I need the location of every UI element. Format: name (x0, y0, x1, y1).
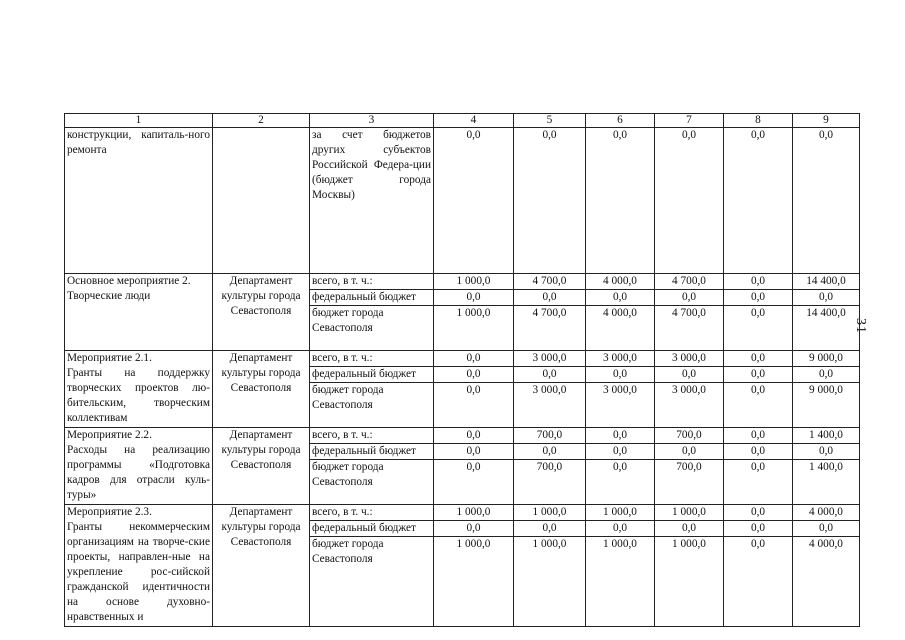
source-cell: федеральный бюджет (310, 290, 434, 306)
table-row (65, 128, 860, 274)
value-cell: 1 000,0 (586, 537, 655, 627)
activity-description: Творческие люди (67, 290, 151, 302)
value-cell: 1 000,0 (655, 505, 724, 521)
source-cell: всего, в т. ч.: (310, 351, 434, 367)
value-cell: 0,0 (586, 444, 655, 460)
value-cell: 3 000,0 (514, 383, 586, 428)
activity-title: Мероприятие 2.3. (67, 506, 152, 518)
header-cell: 6 (586, 114, 655, 128)
value-cell: 0,0 (514, 367, 586, 383)
source-cell: федеральный бюджет (310, 444, 434, 460)
header-row (65, 114, 860, 128)
value-cell: 0,0 (724, 521, 793, 537)
department-cell: Департамент культуры города Севастополя (213, 274, 310, 351)
value-cell: 0,0 (514, 128, 586, 274)
page-number: 31 (853, 318, 868, 334)
value-cell: 0,0 (724, 128, 793, 274)
value-cell: 3 000,0 (655, 351, 724, 367)
activity-title: Мероприятие 2.2. (67, 429, 152, 441)
activity-cell (65, 428, 213, 505)
activity-title: Мероприятие 2.1. (67, 352, 152, 364)
source-cell: бюджет города Севастополя (310, 537, 434, 627)
source-cell: федеральный бюджет (310, 521, 434, 537)
value-cell: 1 400,0 (793, 428, 860, 444)
value-cell: 0,0 (434, 351, 514, 367)
value-cell: 0,0 (793, 367, 860, 383)
department-cell: Департамент культуры города Севастополя (213, 351, 310, 428)
value-cell: 0,0 (434, 428, 514, 444)
value-cell: 0,0 (586, 367, 655, 383)
table-row (65, 505, 860, 521)
value-cell: 700,0 (655, 428, 724, 444)
value-cell: 0,0 (586, 128, 655, 274)
activity-description: Расходы на реализацию программы «Подготовка кадров для отрасли куль-туры» (67, 444, 210, 501)
department-cell: Департамент культуры города Севастополя (213, 428, 310, 505)
activity-title: Основное мероприятие 2. (67, 275, 191, 287)
value-cell: 0,0 (724, 428, 793, 444)
source-cell: за счет бюджетов других субъектов Российской Федера-ции (бюджет города Москвы) (310, 128, 434, 274)
value-cell: 4 000,0 (586, 274, 655, 290)
value-cell: 0,0 (724, 444, 793, 460)
source-cell: всего, в т. ч.: (310, 505, 434, 521)
value-cell: 0,0 (434, 383, 514, 428)
value-cell: 0,0 (434, 367, 514, 383)
value-cell: 0,0 (793, 521, 860, 537)
header-cell: 8 (724, 114, 793, 128)
header-cell: 1 (65, 114, 213, 128)
value-cell: 9 000,0 (793, 383, 860, 428)
source-cell: бюджет города Севастополя (310, 306, 434, 351)
table-row (65, 351, 860, 367)
value-cell: 14 400,0 (793, 306, 860, 351)
header-cell: 4 (434, 114, 514, 128)
value-cell: 0,0 (655, 444, 724, 460)
activity-cell (65, 274, 213, 351)
source-cell: бюджет города Севастополя (310, 460, 434, 505)
value-cell: 0,0 (655, 290, 724, 306)
value-cell: 0,0 (724, 460, 793, 505)
value-cell: 0,0 (793, 128, 860, 274)
value-cell: 0,0 (434, 460, 514, 505)
value-cell: 14 400,0 (793, 274, 860, 290)
value-cell: 0,0 (434, 521, 514, 537)
header-cell: 5 (514, 114, 586, 128)
value-cell: 0,0 (793, 290, 860, 306)
value-cell: 4 700,0 (655, 274, 724, 290)
activity-description: Гранты некоммерческим организациям на творче-ские проекты, направлен-ные на укрепление рос-сийской гражданской идентичности на основе духовно-нравственных и (67, 521, 210, 623)
value-cell: 0,0 (586, 290, 655, 306)
value-cell: 0,0 (586, 460, 655, 505)
value-cell: 3 000,0 (514, 351, 586, 367)
value-cell: 0,0 (655, 128, 724, 274)
value-cell: 0,0 (793, 444, 860, 460)
department-cell: Департамент культуры города Севастополя (213, 505, 310, 627)
table-row (65, 274, 860, 290)
value-cell: 9 000,0 (793, 351, 860, 367)
value-cell: 0,0 (724, 383, 793, 428)
source-cell: федеральный бюджет (310, 367, 434, 383)
value-cell: 0,0 (724, 274, 793, 290)
value-cell: 4 700,0 (655, 306, 724, 351)
value-cell: 0,0 (434, 128, 514, 274)
value-cell: 1 000,0 (514, 505, 586, 521)
value-cell: 4 000,0 (586, 306, 655, 351)
source-cell: всего, в т. ч.: (310, 274, 434, 290)
source-cell: всего, в т. ч.: (310, 428, 434, 444)
value-cell: 4 700,0 (514, 306, 586, 351)
value-cell: 0,0 (434, 444, 514, 460)
activity-description: Гранты на поддержку творческих проектов лю-бительским, творческим коллективам (67, 367, 210, 424)
value-cell: 1 000,0 (514, 537, 586, 627)
value-cell: 1 000,0 (586, 505, 655, 521)
value-cell: 1 400,0 (793, 460, 860, 505)
value-cell: 0,0 (724, 351, 793, 367)
budget-table (64, 113, 860, 627)
value-cell: 0,0 (724, 290, 793, 306)
value-cell: 4 700,0 (514, 274, 586, 290)
value-cell: 700,0 (514, 428, 586, 444)
value-cell: 1 000,0 (655, 537, 724, 627)
value-cell: 700,0 (514, 460, 586, 505)
value-cell: 0,0 (514, 290, 586, 306)
value-cell: 700,0 (655, 460, 724, 505)
value-cell: 0,0 (655, 521, 724, 537)
value-cell: 4 000,0 (793, 505, 860, 521)
table-row (65, 428, 860, 444)
value-cell: 1 000,0 (434, 274, 514, 290)
value-cell: 0,0 (724, 306, 793, 351)
value-cell: 0,0 (724, 537, 793, 627)
value-cell: 4 000,0 (793, 537, 860, 627)
value-cell: 0,0 (586, 428, 655, 444)
value-cell: 1 000,0 (434, 505, 514, 521)
header-cell: 2 (213, 114, 310, 128)
value-cell: 3 000,0 (586, 351, 655, 367)
value-cell: 0,0 (724, 367, 793, 383)
source-cell: бюджет города Севастополя (310, 383, 434, 428)
activity-cell: конструкции, капиталь-ного ремонта (65, 128, 213, 274)
header-cell: 3 (310, 114, 434, 128)
header-cell: 9 (793, 114, 860, 128)
department-cell (213, 128, 310, 274)
activity-cell (65, 351, 213, 428)
value-cell: 0,0 (586, 521, 655, 537)
value-cell: 0,0 (434, 290, 514, 306)
value-cell: 0,0 (514, 444, 586, 460)
value-cell: 3 000,0 (586, 383, 655, 428)
activity-cell (65, 505, 213, 627)
value-cell: 0,0 (655, 367, 724, 383)
value-cell: 1 000,0 (434, 537, 514, 627)
header-cell: 7 (655, 114, 724, 128)
value-cell: 0,0 (514, 521, 586, 537)
value-cell: 1 000,0 (434, 306, 514, 351)
value-cell: 0,0 (724, 505, 793, 521)
value-cell: 3 000,0 (655, 383, 724, 428)
